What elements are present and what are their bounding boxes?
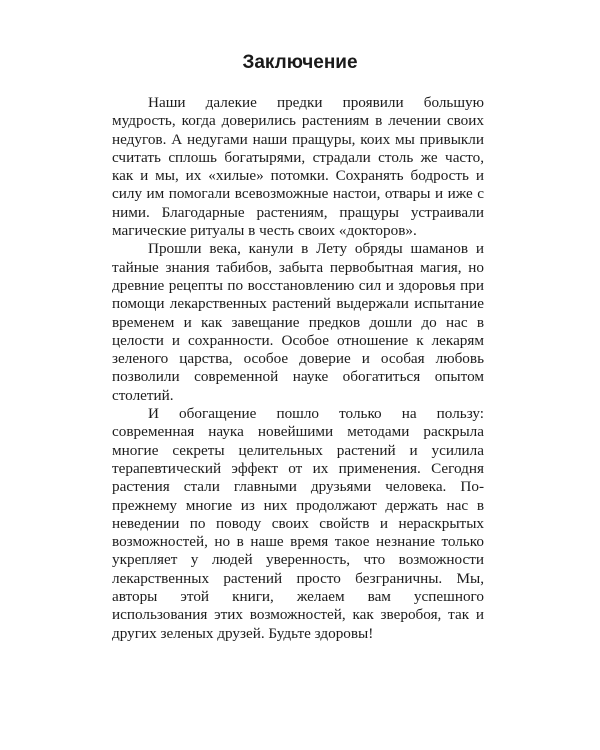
paragraph-1: Наши далекие предки проявили большую мудрость, когда доверились растениям в лечении своих недугов. А недугами наши пращуры, коих мы привыкли считать сплошь богатырями, страдали столь же часто, как и мы, их «хилые» потомки. Сохранять бодрость и силу им помогали всевозможные настои, отвары и иже с ними. Благодарные растениям, пращуры устраивали магические ритуалы в честь своих «докторов».: [112, 94, 484, 240]
body-text: [112, 94, 484, 643]
paragraph-2: Прошли века, канули в Лету обряды шаманов и тайные знания табибов, забыта первобытная магия, но древние рецепты по восстановлению сил и здоровья при помощи лекарственных растений выдержали испытание временем и как завещание предков дошли до нас в целости и сохранности. Особое отношение к лекарям зеленого царства, особое доверие и особая любовь позволили современной науке обогатиться опытом столетий.: [112, 240, 484, 404]
page-title: Заключение: [242, 52, 358, 73]
paragraph-3: И обогащение пошло только на пользу: современная наука новейшими методами раскрыла многие секреты целительных растений и усилила терапевтический эффект от их применения. Сегодня растения стали главными друзьями человека. По-прежнему многие из них продолжают держать нас в неведении по поводу своих свойств и нераскрытых возможностей, но в наше время такое незнание только укрепляет у людей уверенность, что возможности лекарственных растений просто безграничны. Мы, авторы этой книги, желаем вам успешного использования этих возможностей, как зверобоя, так и других зеленых друзей. Будьте здоровы!: [112, 405, 484, 642]
